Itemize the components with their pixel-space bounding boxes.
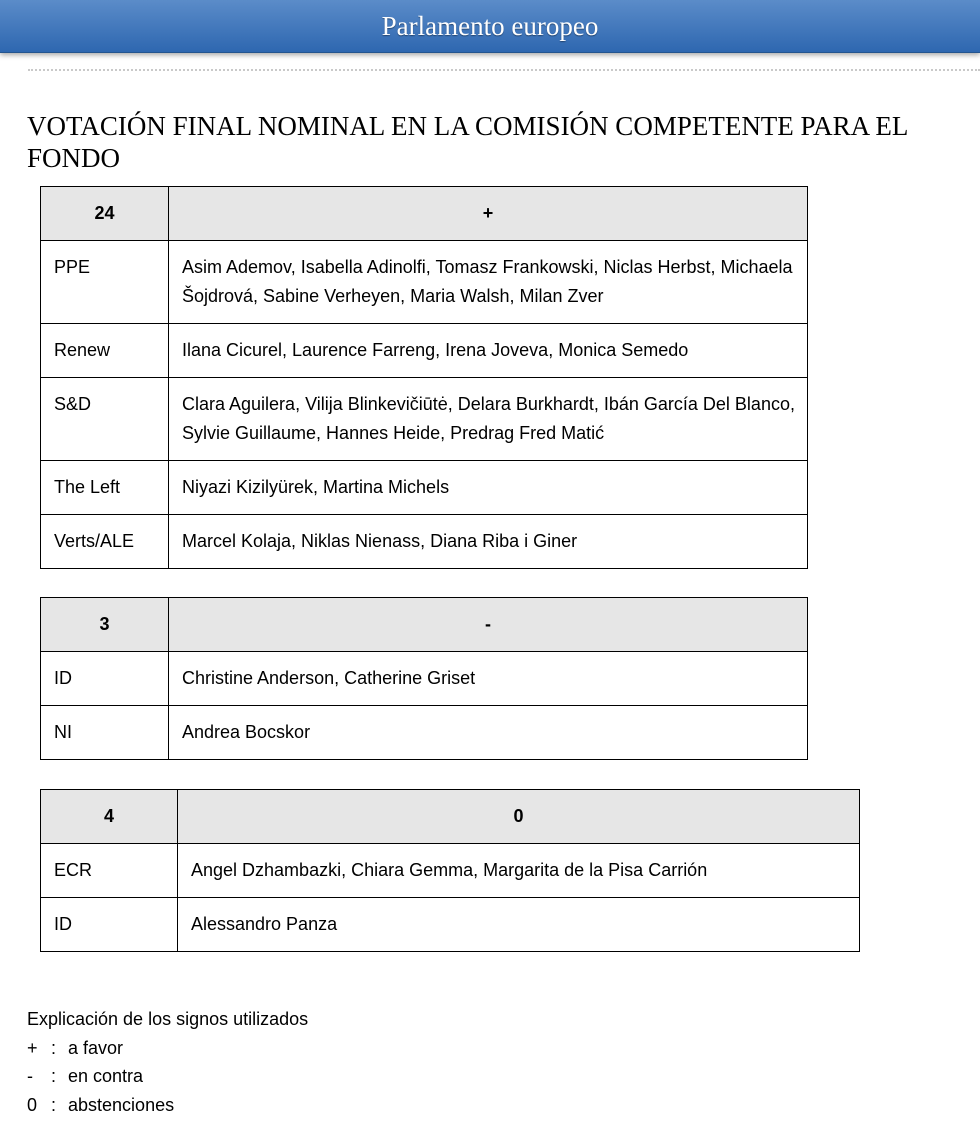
legend-symbol: + [27, 1037, 38, 1058]
legend-item [27, 1034, 308, 1063]
member-list: Ilana Cicurel, Laurence Farreng, Irena Joveva, Monica Semedo [169, 324, 808, 378]
table-row [41, 844, 860, 898]
table-row [41, 461, 808, 515]
group-name: PPE [41, 241, 169, 324]
table-header-row [41, 187, 808, 241]
group-name: The Left [41, 461, 169, 515]
member-list: Angel Dzhambazki, Chiara Gemma, Margarita de la Pisa Carrión [178, 844, 860, 898]
member-list: Andrea Bocskor [169, 706, 808, 760]
legend-colon: : [51, 1094, 57, 1115]
member-list: Clara Aguilera, Vilija Blinkevičiūtė, Delara Burkhardt, Ibán García Del Blanco, Sylvie Guillaume, Hannes Heide, Predrag Fred Matić [169, 378, 808, 461]
vote-sign: + [169, 187, 808, 241]
table-header-row [41, 790, 860, 844]
legend-symbol: 0 [27, 1094, 38, 1115]
vote-sign: 0 [178, 790, 860, 844]
table-row [41, 898, 860, 952]
legend-colon: : [51, 1037, 57, 1058]
table-row [41, 241, 808, 324]
legend-meaning: a favor [68, 1037, 124, 1058]
member-list: Christine Anderson, Catherine Griset [169, 652, 808, 706]
group-name: ECR [41, 844, 178, 898]
group-name: S&D [41, 378, 169, 461]
group-name: ID [41, 652, 169, 706]
vote-count: 4 [41, 790, 178, 844]
legend-title: Explicación de los signos utilizados [27, 1009, 309, 1029]
signs-legend [27, 1005, 308, 1119]
legend-meaning: en contra [68, 1066, 144, 1086]
group-name: NI [41, 706, 169, 760]
dotted-divider [28, 69, 980, 71]
site-title: Parlamento europeo [381, 10, 599, 41]
vote-sign: - [169, 598, 808, 652]
table-row [41, 652, 808, 706]
member-list: Niyazi Kizilyürek, Martina Michels [169, 461, 808, 515]
page-heading: VOTACIÓN FINAL NOMINAL EN LA COMISIÓN COMPETENTE PARA EL FONDO [27, 111, 908, 173]
table-row [41, 706, 808, 760]
table-header-row [41, 598, 808, 652]
legend-colon: : [51, 1066, 57, 1086]
legend-item [27, 1091, 308, 1120]
member-list: Alessandro Panza [178, 898, 860, 952]
group-name: Renew [41, 324, 169, 378]
vote-table-abstentions [40, 789, 860, 952]
group-name: Verts/ALE [41, 515, 169, 569]
legend-item [27, 1062, 308, 1091]
table-row [41, 324, 808, 378]
site-header [0, 0, 980, 53]
legend-symbol: - [27, 1066, 33, 1086]
legend-meaning: abstenciones [68, 1094, 175, 1115]
vote-count: 24 [41, 187, 169, 241]
vote-table-in-favor [40, 186, 808, 569]
table-row [41, 378, 808, 461]
member-list: Marcel Kolaja, Niklas Nienass, Diana Riba i Giner [169, 515, 808, 569]
member-list: Asim Ademov, Isabella Adinolfi, Tomasz Frankowski, Niclas Herbst, Michaela Šojdrová, Sabine Verheyen, Maria Walsh, Milan Zver [169, 241, 808, 324]
vote-count: 3 [41, 598, 169, 652]
table-row [41, 515, 808, 569]
vote-table-against [40, 597, 808, 760]
group-name: ID [41, 898, 178, 952]
